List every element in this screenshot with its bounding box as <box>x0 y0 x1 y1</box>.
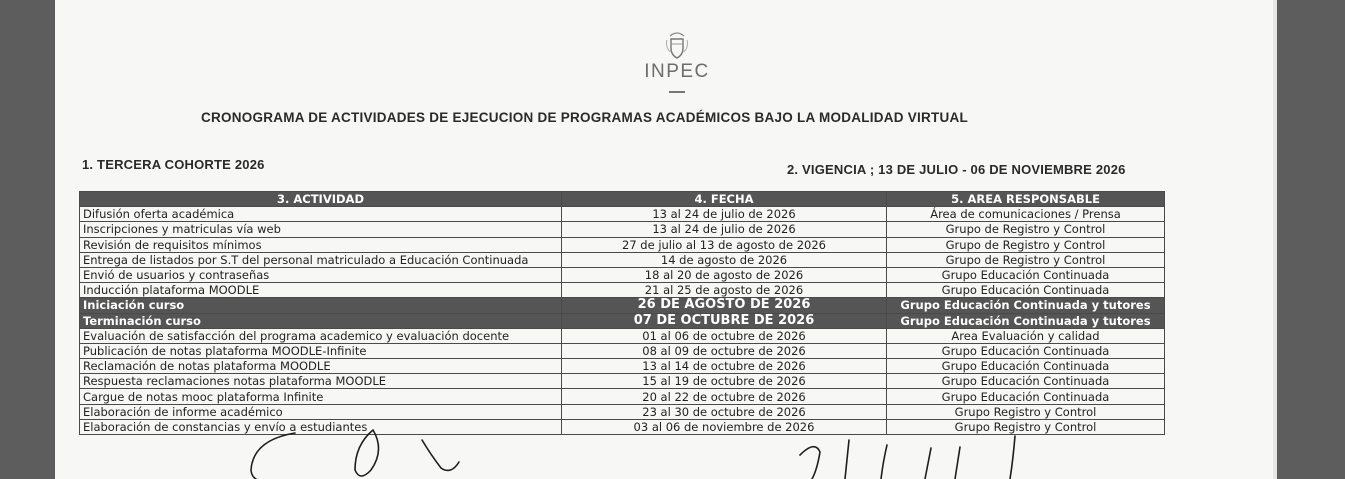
cell-fecha: 18 al 20 de agosto de 2026 <box>562 267 887 282</box>
cell-area: Área de comunicaciones / Prensa <box>887 207 1165 222</box>
column-header-fecha: 4. FECHA <box>562 192 887 207</box>
document-page <box>55 0 1277 479</box>
cell-area: Grupo de Registro y Control <box>887 237 1165 252</box>
cell-fecha: 07 DE OCTUBRE DE 2026 <box>562 313 887 328</box>
cell-actividad: Inducción plataforma MOODLE <box>80 283 562 298</box>
cell-actividad: Entrega de listados por S.T del personal matriculado a Educación Continuada <box>80 252 562 267</box>
cell-actividad: Respuesta reclamaciones notas plataforma MOODLE <box>80 374 562 389</box>
cell-fecha: 13 al 24 de julio de 2026 <box>562 222 887 237</box>
cell-area: Grupo Educación Continuada <box>887 343 1165 358</box>
cell-actividad: Difusión oferta académica <box>80 207 562 222</box>
cell-actividad: Cargue de notas mooc plataforma Infinite <box>80 389 562 404</box>
cell-area: Grupo Educación Continuada <box>887 267 1165 282</box>
cell-area: Grupo Educación Continuada <box>887 359 1165 374</box>
vigencia-label: 2. VIGENCIA ; 13 DE JULIO - 06 DE NOVIEMBRE 2026 <box>787 162 1126 177</box>
column-header-actividad: 3. ACTIVIDAD <box>80 192 562 207</box>
cell-actividad: Publicación de notas plataforma MOODLE-Infinite <box>80 343 562 358</box>
cohort-label: 1. TERCERA COHORTE 2026 <box>82 157 265 172</box>
column-header-area: 5. AREA RESPONSABLE <box>887 192 1165 207</box>
cell-fecha: 14 de agosto de 2026 <box>562 252 887 267</box>
cell-fecha: 21 al 25 de agosto de 2026 <box>562 283 887 298</box>
cell-actividad: Revisión de requisitos mínimos <box>80 237 562 252</box>
cell-actividad: Inscripciones y matriculas vía web <box>80 222 562 237</box>
handwritten-signatures <box>55 0 1277 479</box>
cell-actividad: Iniciación curso <box>80 298 562 313</box>
cell-fecha: 03 al 06 de noviembre de 2026 <box>562 419 887 434</box>
cell-actividad: Evaluación de satisfacción del programa academico y evaluación docente <box>80 328 562 343</box>
cell-area: Area Evaluación y calidad <box>887 328 1165 343</box>
cell-area: Grupo Educación Continuada <box>887 283 1165 298</box>
cell-fecha: 23 al 30 de octubre de 2026 <box>562 404 887 419</box>
cell-actividad: Terminación curso <box>80 313 562 328</box>
cell-fecha: 01 al 06 de octubre de 2026 <box>562 328 887 343</box>
cell-actividad: Elaboración de constancias y envío a estudiantes <box>80 419 562 434</box>
cell-actividad: Reclamación de notas plataforma MOODLE <box>80 359 562 374</box>
cell-fecha: 13 al 24 de julio de 2026 <box>562 207 887 222</box>
cell-area: Grupo de Registro y Control <box>887 222 1165 237</box>
cell-fecha: 26 DE AGOSTO DE 2026 <box>562 298 887 313</box>
cell-actividad: Envió de usuarios y contraseñas <box>80 267 562 282</box>
logo-text: INPEC <box>644 61 710 82</box>
cell-area: Grupo Registro y Control <box>887 419 1165 434</box>
document-title: CRONOGRAMA DE ACTIVIDADES DE EJECUCION DE PROGRAMAS ACADÉMICOS BAJO LA MODALIDAD VIRTUAL <box>201 110 969 125</box>
cell-area: Grupo Registro y Control <box>887 404 1165 419</box>
cell-fecha: 20 al 22 de octubre de 2026 <box>562 389 887 404</box>
cell-fecha: 27 de julio al 13 de agosto de 2026 <box>562 237 887 252</box>
cell-fecha: 13 al 14 de octubre de 2026 <box>562 359 887 374</box>
cell-fecha: 15 al 19 de octubre de 2026 <box>562 374 887 389</box>
cell-area: Grupo Educación Continuada <box>887 389 1165 404</box>
cell-area: Grupo Educación Continuada <box>887 374 1165 389</box>
cell-area: Grupo de Registro y Control <box>887 252 1165 267</box>
cell-actividad: Elaboración de informe académico <box>80 404 562 419</box>
cell-area: Grupo Educación Continuada y tutores <box>887 298 1165 313</box>
cell-area: Grupo Educación Continuada y tutores <box>887 313 1165 328</box>
cell-fecha: 08 al 09 de octubre de 2026 <box>562 343 887 358</box>
